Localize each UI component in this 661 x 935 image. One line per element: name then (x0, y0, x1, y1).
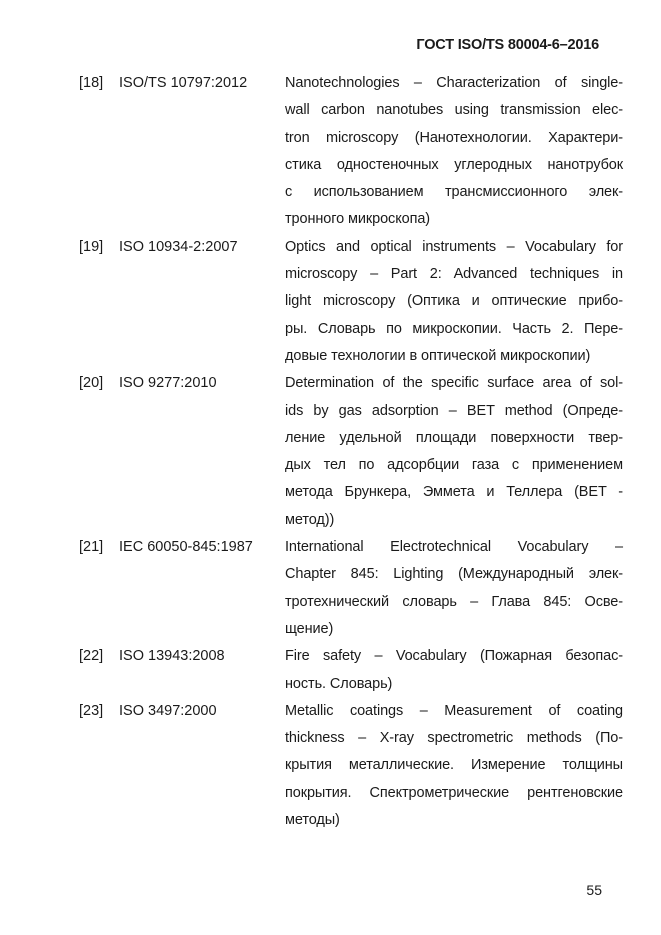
reference-entry (0, 70, 661, 234)
reference-entry (0, 370, 661, 534)
reference-entry (0, 534, 661, 643)
reference-title-line: ление удельной площади поверхности твер- (285, 429, 623, 446)
reference-number: [19] (79, 238, 104, 255)
reference-number: [23] (79, 702, 104, 719)
reference-title-line: ность. Словарь) (285, 675, 393, 692)
reference-title-line: метода Брункера, Эммета и Теллера (BET - (285, 484, 623, 501)
reference-title-line: тротехнический словарь – Глава 845: Осве- (285, 593, 623, 610)
reference-number: [20] (79, 375, 104, 392)
reference-title (285, 698, 623, 834)
reference-title-line: Optics and optical instruments – Vocabulary for (285, 238, 623, 255)
reference-title (285, 70, 623, 234)
reference-entry (0, 643, 661, 698)
reference-title-line: дых тел по адсорбции газа с применением (285, 457, 623, 474)
reference-title-line: Metallic coatings – Measurement of coating (285, 702, 623, 719)
reference-title-line: International Electrotechnical Vocabulary – (285, 539, 623, 556)
reference-title-line: light microscopy (Оптика и оптические прибо- (285, 293, 623, 310)
reference-standard-code: ISO 9277:2010 (119, 375, 217, 392)
reference-number: [21] (79, 539, 104, 556)
reference-title-line: Nanotechnologies – Characterization of single- (285, 75, 623, 91)
reference-standard-code: ISO/TS 10797:2012 (119, 75, 248, 91)
reference-title (285, 234, 623, 370)
reference-title-line: покрытия. Спектрометрические рентгеновские (285, 784, 623, 801)
reference-title-line: wall carbon nanotubes using transmission elec- (285, 102, 623, 119)
reference-entry (0, 234, 661, 370)
reference-title-line: метод)) (285, 511, 335, 528)
reference-title-line: Determination of the specific surface area of sol- (285, 375, 623, 392)
reference-standard-code: IEC 60050-845:1987 (119, 539, 253, 556)
reference-title-line: ids by gas adsorption – BET method (Опреде- (285, 402, 623, 419)
reference-standard-code: ISO 3497:2000 (119, 702, 217, 719)
reference-standard-code: ISO 10934-2:2007 (119, 238, 238, 255)
reference-list (0, 70, 661, 834)
reference-title-line: щение) (285, 620, 334, 637)
reference-number: [22] (79, 648, 104, 665)
reference-title-line: microscopy – Part 2: Advanced techniques in (285, 266, 623, 283)
reference-title (285, 643, 623, 698)
reference-standard-code: ISO 13943:2008 (119, 648, 225, 665)
reference-title-line: ры. Словарь по микроскопии. Часть 2. Пере- (285, 320, 623, 337)
document-header: ГОСТ ISO/TS 80004-6–2016 (416, 37, 599, 53)
reference-title-line: довые технологии в оптической микроскопии) (285, 347, 591, 364)
reference-entry (0, 698, 661, 834)
page-number: 55 (586, 882, 602, 898)
reference-title (285, 534, 623, 643)
reference-title (285, 370, 623, 534)
reference-title-line: tron microscopy (Нанотехнологии. Характери- (285, 129, 623, 146)
reference-title-line: thickness – X-ray spectrometric methods (По- (285, 730, 623, 747)
reference-title-line: крытия металлические. Измерение толщины (285, 757, 623, 774)
reference-title-line: Fire safety – Vocabulary (Пожарная безопас- (285, 648, 623, 665)
reference-title-line: Chapter 845: Lighting (Международный элек- (285, 566, 623, 583)
reference-title-line: стика одностеночных углеродных нанотрубок (285, 156, 623, 173)
reference-title-line: методы) (285, 812, 340, 829)
reference-title-line: тронного микроскопа) (285, 211, 431, 228)
reference-title-line: с использованием трансмиссионного элек- (285, 184, 623, 201)
reference-number: [18] (79, 75, 104, 91)
